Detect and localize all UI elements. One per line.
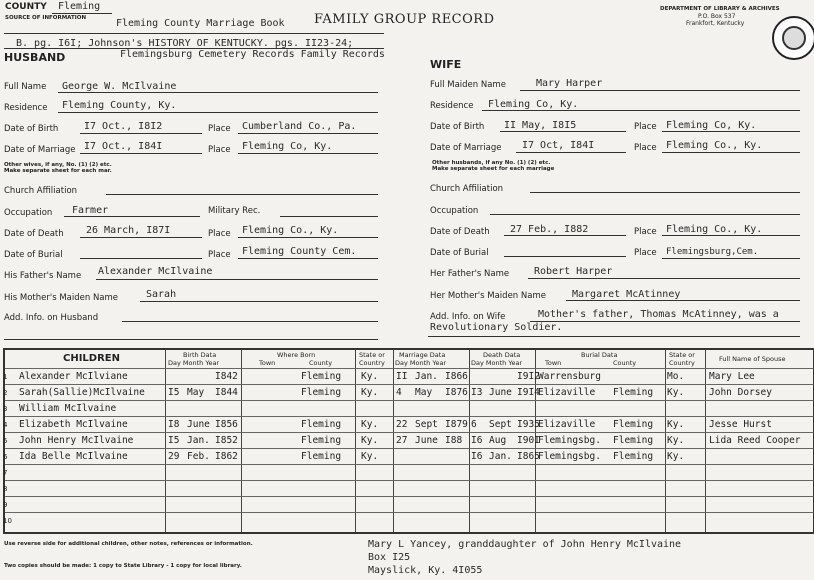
wife-birth: II May, I8I5 [504, 120, 577, 131]
child-dyear: I9I4 [517, 387, 540, 398]
wife-addinfo-1: Mother's father, Thomas McAtinney, was a [538, 309, 779, 320]
child-mday: 22 [396, 419, 408, 430]
burial-state-heading: State or [669, 351, 695, 359]
husband-father: Alexander McIlvaine [98, 266, 213, 277]
husband-mother: Sarah [146, 289, 177, 300]
row-number: 9 [3, 501, 8, 509]
dept-name: DEPARTMENT OF LIBRARY & ARCHIVES [660, 6, 780, 12]
child-spouse: Lida Reed Cooper [709, 435, 801, 446]
husband-deathplace: Fleming Co., Ky. [242, 225, 339, 236]
signature-line-1: Mary L Yancey, granddaughter of John Henry McIlvaine [368, 539, 682, 550]
dept-box: P.O. Box 537 [698, 13, 736, 20]
child-btown: Elizaville [538, 387, 596, 398]
child-dyear: I90I [517, 435, 540, 446]
child-mmonth: May [415, 387, 433, 398]
marriage-dmy-heading: Day Month Year [395, 359, 447, 367]
child-dyear: I9I2 [517, 371, 540, 382]
wife-burialplace: Flemingsburg,Cem. [666, 247, 759, 257]
wife-death: 27 Feb., I882 [510, 224, 589, 235]
husband-occupation-label: Occupation [4, 208, 53, 218]
child-mday: II [396, 371, 408, 382]
child-bstate: Mo. [667, 371, 685, 382]
source-label: SOURCE OF INFORMATION [5, 15, 87, 21]
child-bmonth: Jan. [187, 435, 210, 446]
child-bcounty: Fleming [613, 435, 654, 446]
husband-death: 26 March, I87I [86, 225, 171, 236]
state-seal-logo [772, 16, 814, 60]
row-number: 10 [3, 517, 12, 525]
child-mmonth: June [415, 435, 438, 446]
wife-mother: Margaret McAtinney [572, 289, 681, 300]
burial-county-heading: County [613, 359, 637, 367]
wife-maiden-label: Full Maiden Name [430, 80, 506, 90]
row-number: 2 [3, 389, 8, 397]
husband-burialplace-label: Place [208, 250, 231, 260]
husband-residence: Fleming County, Ky. [62, 100, 177, 111]
row-number: 6 [3, 453, 8, 461]
husband-addinfo-label: Add. Info. on Husband [4, 313, 99, 323]
child-byear: I842 [215, 371, 238, 382]
husband-occupation: Farmer [72, 205, 109, 216]
child-mday: 27 [396, 435, 408, 446]
child-state: Ky. [361, 451, 379, 462]
child-bcounty: Fleming [613, 387, 654, 398]
wife-father-label: Her Father's Name [430, 269, 510, 279]
child-bcounty: Fleming [613, 419, 654, 430]
child-county: Fleming [301, 371, 342, 382]
wife-birthplace-label: Place [634, 122, 657, 132]
wife-addinfo-2: Revolutionary Soldier. [430, 322, 563, 333]
child-dday: 6 [471, 419, 477, 430]
wife-deathplace: Fleming Co., Ky. [666, 224, 763, 235]
child-btown: Flemingsbg. [538, 435, 601, 446]
child-bday: I8 [168, 419, 180, 430]
child-spouse: Mary Lee [709, 371, 755, 382]
child-county: Fleming [301, 451, 342, 462]
child-name: William McIlvaine [19, 403, 117, 414]
husband-burial-label: Date of Burial [4, 250, 63, 260]
child-state: Ky. [361, 371, 379, 382]
child-btown: Elizaville [538, 419, 596, 430]
husband-father-label: His Father's Name [4, 271, 82, 281]
child-myear: I879 [445, 419, 468, 430]
child-dday: I3 [471, 387, 483, 398]
child-dmonth: Sept [489, 419, 512, 430]
death-data-heading: Death Data [483, 351, 521, 359]
child-bstate: Ky. [667, 419, 685, 430]
child-bday: I5 [168, 435, 180, 446]
wife-deathplace-label: Place [634, 227, 657, 237]
child-county: Fleming [301, 387, 342, 398]
wife-other-note-1: Other husbands, if any No. (1) (2) etc. [432, 160, 551, 166]
born-heading: Where Born [277, 351, 316, 359]
husband-deathplace-label: Place [208, 229, 231, 239]
source-line-2: B. pg. I6I; Johnson's HISTORY OF KENTUCKY. pgs. II23-24; [16, 38, 354, 49]
husband-fullname-label: Full Name [4, 82, 47, 92]
husband-other-note-2: Make separate sheet for each mar. [4, 168, 112, 174]
child-myear: I88 [445, 435, 463, 446]
child-spouse: John Dorsey [709, 387, 772, 398]
child-name: Elizabeth McIlvaine [19, 419, 128, 430]
birth-data-heading: Birth Data [183, 351, 217, 359]
wife-maiden: Mary Harper [536, 78, 603, 89]
child-name: John Henry McIlvaine [19, 435, 134, 446]
born-county-heading: County [309, 359, 333, 367]
child-name: Ida Belle McIlvaine [19, 451, 128, 462]
wife-father: Robert Harper [534, 266, 613, 277]
source-line-1: Fleming County Marriage Book [116, 18, 285, 29]
husband-heading: HUSBAND [4, 51, 66, 64]
wife-marriageplace: Fleming Co., Ky. [666, 140, 763, 151]
child-bday: I5 [168, 387, 180, 398]
child-btown: Flemingsbg. [538, 451, 601, 462]
child-dyear: I865 [517, 451, 540, 462]
signature-line-3: Mayslick, Ky. 4I055 [368, 565, 483, 576]
child-name: Alexander McIlviane [19, 371, 128, 382]
child-dmonth: June [489, 387, 512, 398]
birth-dmy-heading: Day Month Year [168, 359, 220, 367]
wife-birthplace: Fleming Co, Ky. [666, 120, 757, 131]
wife-marriageplace-label: Place [634, 143, 657, 153]
row-number: 7 [3, 469, 8, 477]
page-title: FAMILY GROUP RECORD [314, 12, 495, 27]
children-heading: CHILDREN [63, 353, 121, 364]
husband-other-note-1: Other wives, if any, No. (1) (2) etc. [4, 162, 112, 168]
husband-marriageplace-label: Place [208, 145, 231, 155]
row-number: 1 [3, 373, 8, 381]
wife-burial-label: Date of Burial [430, 248, 489, 258]
husband-fullname: George W. McIlvaine [62, 81, 177, 92]
wife-residence-label: Residence [430, 101, 474, 111]
row-number: 8 [3, 485, 8, 493]
born-town-heading: Town [259, 359, 276, 367]
child-btown: Warrensburg [538, 371, 601, 382]
child-dyear: I935 [517, 419, 540, 430]
footer-note-2: Two copies should be made: 1 copy to State Library - 1 copy for local library. [4, 563, 242, 569]
child-state: Ky. [361, 387, 379, 398]
wife-burialplace-label: Place [634, 248, 657, 258]
child-bstate: Ky. [667, 387, 685, 398]
row-number: 4 [3, 421, 8, 429]
dept-city: Frankfort, Kentucky [686, 20, 745, 27]
footer-note-1: Use reverse side for additional children, other notes, references or information. [4, 541, 253, 547]
child-dday: I6 [471, 435, 483, 446]
burial-country-heading: Country [669, 359, 695, 367]
wife-mother-label: Her Mother's Maiden Name [430, 291, 546, 301]
wife-church-label: Church Affiliation [430, 184, 504, 194]
child-mday: 4 [396, 387, 402, 398]
child-bcounty: Fleming [613, 451, 654, 462]
child-mmonth: Sept [415, 419, 438, 430]
wife-occupation-label: Occupation [430, 206, 479, 216]
child-bmonth: June [187, 419, 210, 430]
child-bday: 29 [168, 451, 180, 462]
row-number: 3 [3, 405, 8, 413]
child-byear: I856 [215, 419, 238, 430]
child-dmonth: Jan. [489, 451, 512, 462]
child-myear: I866 [445, 371, 468, 382]
wife-other-note-2: Make separate sheet for each marriage [432, 166, 555, 172]
child-byear: I862 [215, 451, 238, 462]
child-bmonth: Feb. [187, 451, 210, 462]
husband-birthplace: Cumberland Co., Pa. [242, 121, 357, 132]
wife-addinfo-label: Add. Info. on Wife [430, 312, 506, 322]
child-byear: I852 [215, 435, 238, 446]
burial-town-heading: Town [545, 359, 562, 367]
county-label: COUNTY [5, 2, 47, 12]
wife-heading: WIFE [430, 58, 462, 71]
child-mmonth: Jan. [415, 371, 438, 382]
death-dmy-heading: Day Month Year [471, 359, 523, 367]
wife-marriage: I7 Oct, I84I [522, 140, 595, 151]
husband-mother-label: His Mother's Maiden Name [4, 293, 119, 303]
husband-birth-label: Date of Birth [4, 124, 59, 134]
child-name: Sarah(Sallie)McIlvaine [19, 387, 145, 398]
child-county: Fleming [301, 435, 342, 446]
spouse-heading: Full Name of Spouse [719, 355, 786, 363]
state-heading: State or [359, 351, 385, 359]
husband-church-label: Church Affiliation [4, 186, 78, 196]
child-byear: I844 [215, 387, 238, 398]
county-value: Fleming [58, 1, 101, 12]
child-myear: I876 [445, 387, 468, 398]
child-spouse: Jesse Hurst [709, 419, 772, 430]
child-dmonth: Aug [489, 435, 507, 446]
wife-birth-label: Date of Birth [430, 122, 485, 132]
husband-birthplace-label: Place [208, 124, 231, 134]
wife-death-label: Date of Death [430, 227, 490, 237]
child-bstate: Ky. [667, 451, 685, 462]
husband-death-label: Date of Death [4, 229, 64, 239]
husband-marriage-label: Date of Marriage [4, 145, 76, 155]
husband-burialplace: Fleming County Cem. [242, 246, 357, 257]
wife-marriage-label: Date of Marriage [430, 143, 502, 153]
husband-marriageplace: Fleming Co, Ky. [242, 141, 333, 152]
husband-marriage: I7 Oct., I84I [84, 141, 163, 152]
child-bstate: Ky. [667, 435, 685, 446]
signature-line-2: Box I25 [368, 552, 411, 563]
marriage-data-heading: Marriage Data [399, 351, 446, 359]
row-number: 5 [3, 437, 8, 445]
burial-data-heading: Burial Data [581, 351, 618, 359]
source-line-3: Flemingsburg Cemetery Records Family Records [120, 49, 385, 60]
country-heading: Country [359, 359, 385, 367]
children-table [3, 348, 814, 534]
child-dday: I6 [471, 451, 483, 462]
husband-military-label: Military Rec. [208, 206, 261, 216]
husband-birth: I7 Oct., I8I2 [84, 121, 163, 132]
child-bmonth: May [187, 387, 205, 398]
child-state: Ky. [361, 435, 379, 446]
wife-residence: Fleming Co, Ky. [488, 99, 579, 110]
child-state: Ky. [361, 419, 379, 430]
husband-residence-label: Residence [4, 103, 48, 113]
child-county: Fleming [301, 419, 342, 430]
